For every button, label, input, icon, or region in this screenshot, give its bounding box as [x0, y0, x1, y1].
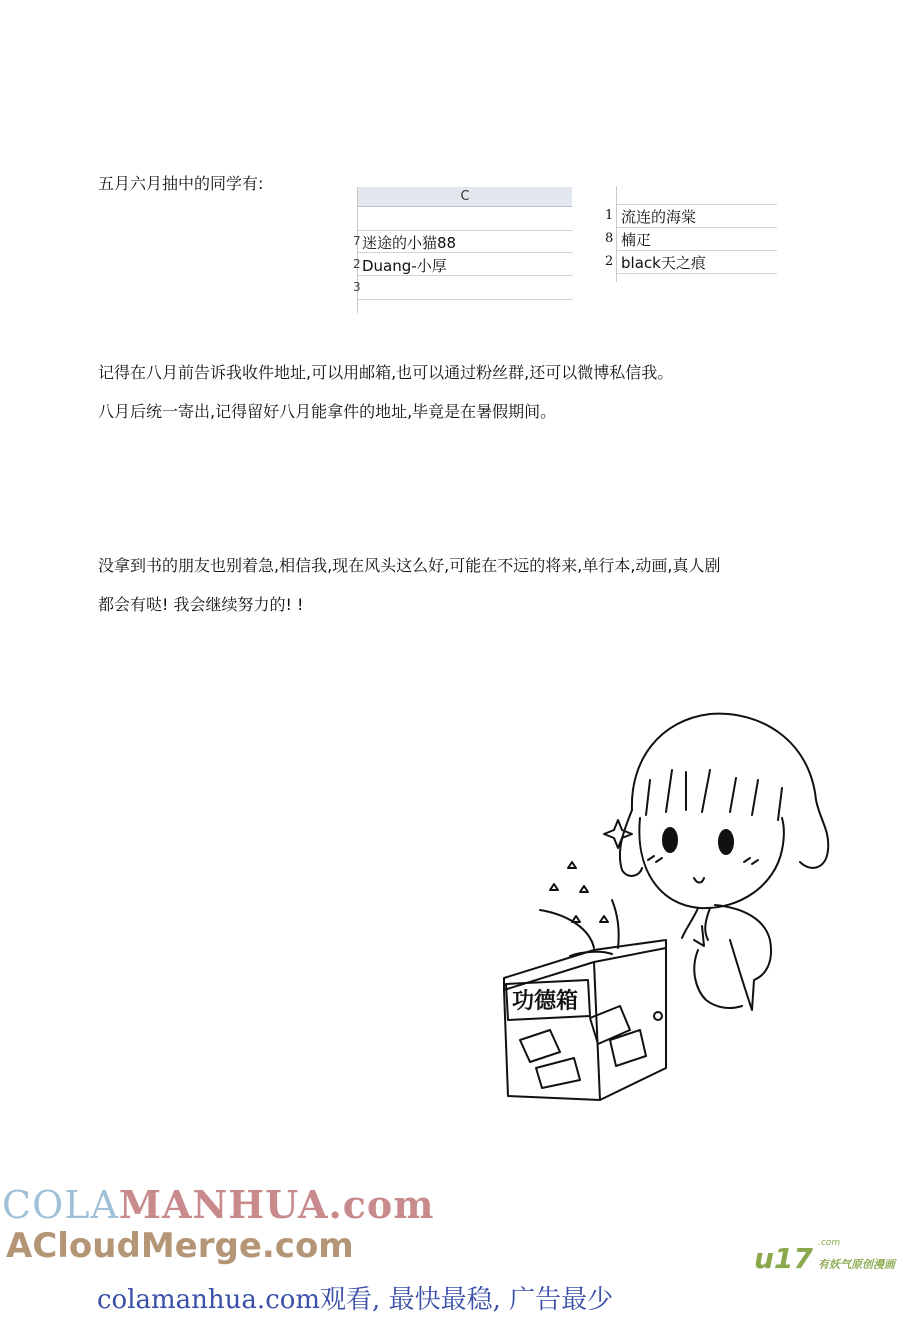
site-notice-link[interactable]: colamanhua.com观看, 最快最稳, 广告最少: [97, 1285, 614, 1315]
grid-line: [358, 230, 573, 231]
watermark-part-1: COLA: [2, 1183, 119, 1227]
u17-logo: [754, 1238, 895, 1275]
grid-line: [617, 227, 777, 228]
hair-left: [620, 810, 642, 876]
acloudmerge-watermark: ACloudMerge.com: [6, 1226, 354, 1266]
cell-value: black天之痕: [621, 254, 706, 272]
hair-bangs: [646, 770, 782, 820]
row-number: 7: [353, 234, 361, 248]
u17-logo-com: .com: [818, 1238, 841, 1248]
sparkle-icon: [604, 820, 632, 848]
notice-line-3: 没拿到书的朋友也别着急,相信我,现在风头这么好,可能在不远的将来,单行本,动画,真人剧: [98, 556, 721, 575]
neck-collar: [682, 908, 710, 940]
left-eye: [663, 828, 677, 852]
mouth: [694, 878, 704, 883]
row-number: 1: [605, 208, 614, 223]
cell-value: 流连的海棠: [621, 208, 697, 226]
grid-line: [616, 186, 617, 282]
row-number: 2: [353, 257, 361, 271]
box-knob: [654, 1012, 662, 1020]
box-label: 功德箱: [512, 989, 579, 1014]
right-eye: [719, 830, 733, 854]
star-icons: [550, 862, 608, 922]
motion-lines: [540, 900, 619, 948]
grid-line: [617, 273, 777, 274]
cell-value: 楠疋: [621, 231, 652, 249]
colamanhua-watermark: [2, 1182, 434, 1227]
body-outline: [715, 905, 771, 1010]
grid-line: [617, 204, 777, 205]
row-number: 2: [605, 254, 614, 269]
face-outline: [639, 818, 784, 908]
winners-heading: 五月六月抽中的同学有:: [98, 174, 264, 193]
watermark-part-2: MANHUA.com: [118, 1182, 435, 1227]
spreadsheet-snippet-a: [353, 187, 573, 313]
u17-logo-mark: u17: [754, 1242, 813, 1275]
row-number: 8: [605, 231, 614, 246]
cell-value: Duang-小厚: [362, 257, 447, 275]
chibi-girl-donation-box-illustration: [490, 700, 850, 1110]
notice-line-1: 记得在八月前告诉我收件地址,可以用邮箱,也可以通过粉丝群,还可以微博私信我。: [98, 363, 674, 382]
grid-line: [617, 250, 777, 251]
spreadsheet-snippet-b: [600, 186, 778, 282]
arm: [694, 926, 704, 946]
column-header: C: [358, 187, 572, 207]
u17-logo-tagline: 有妖气原创漫画: [818, 1258, 895, 1271]
cell-value: 迷途的小猫88: [362, 234, 457, 252]
notice-line-2: 八月后统一寄出,记得留好八月能拿件的地址,毕竟是在暑假期间。: [98, 402, 557, 421]
row-number: 3: [353, 280, 361, 294]
notice-line-4: 都会有哒! 我会继续努力的! !: [98, 595, 304, 614]
grid-line: [358, 299, 573, 300]
blush-marks: [648, 856, 758, 864]
